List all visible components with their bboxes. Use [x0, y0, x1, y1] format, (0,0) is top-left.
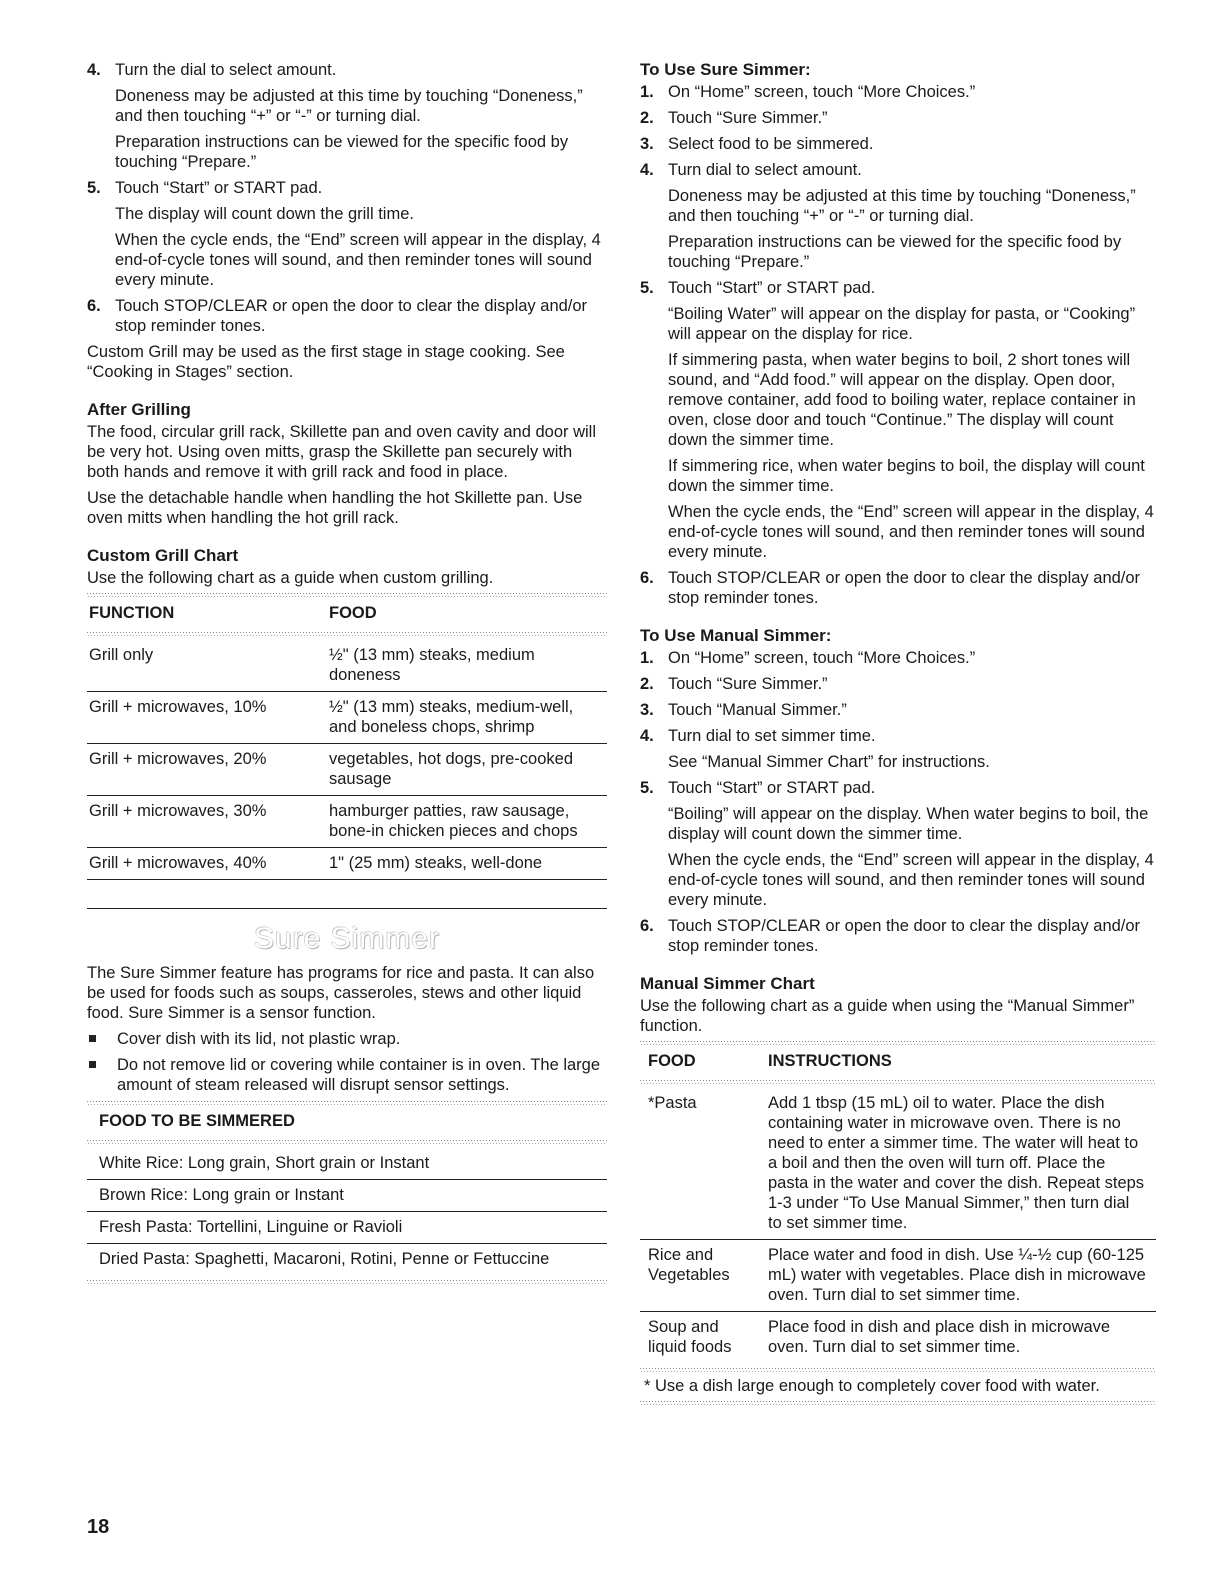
food-cell: Brown Rice: Long grain or Instant: [87, 1180, 607, 1212]
table-row: [640, 1240, 1156, 1312]
step-item: [87, 60, 607, 172]
col-food-to-be-simmered: FOOD TO BE SIMMERED: [99, 1112, 295, 1130]
function-cell: Grill + microwaves, 30%: [87, 796, 329, 848]
food-cell: ½" (13 mm) steaks, medium-well, and boneless chops, shrimp: [329, 692, 607, 744]
step-text: Turn the dial to select amount.: [115, 61, 337, 79]
step-text: Turn dial to select amount.: [668, 161, 862, 179]
food-cell: *Pasta: [640, 1088, 768, 1240]
step-item: [640, 134, 1156, 154]
dotted-rule: [87, 1101, 607, 1106]
after-grilling-heading: After Grilling: [87, 400, 191, 419]
step-text: Turn dial to set simmer time.: [668, 727, 876, 745]
step-detail: Preparation instructions can be viewed for the specific food by touching “Prepare.”: [668, 233, 1122, 271]
manual-simmer-chart-heading: Manual Simmer Chart: [640, 974, 815, 993]
step-text: On “Home” screen, touch “More Choices.”: [668, 649, 976, 667]
dotted-rule: [87, 1280, 607, 1285]
section-divider: [87, 908, 607, 909]
step-detail: Doneness may be adjusted at this time by touching “Doneness,” and then touching “+” or “-” or turning dial.: [115, 87, 583, 125]
step-number: 1.: [640, 83, 654, 101]
step-detail: When the cycle ends, the “End” screen will appear in the display, 4 end-of-cycle tones will sound, and then reminder tones will sound every minute.: [668, 851, 1154, 909]
table-row: [87, 640, 607, 692]
step-number: 3.: [640, 135, 654, 153]
food-cell: Soup and liquid foods: [648, 1318, 732, 1356]
step-detail: Doneness may be adjusted at this time by touching “Doneness,” and then touching “+” or “-” or turning dial.: [668, 187, 1136, 225]
table-row: [640, 1088, 1156, 1240]
food-cell: Dried Pasta: Spaghetti, Macaroni, Rotini, Penne or Fettuccine: [99, 1250, 550, 1268]
table-row: [87, 692, 607, 744]
step-text: Touch STOP/CLEAR or open the door to clear the display and/or stop reminder tones.: [668, 569, 1141, 607]
step-number: 4.: [640, 161, 654, 179]
instructions-cell: Add 1 tbsp (15 mL) oil to water. Place the dish containing water in microwave oven. There is no need to enter a simmer time. The water will heat to a boil and then the oven will turn off. Place the pasta in the water and cover the dish. Repeat steps 1-3 under “To Use Manual Simmer,” then turn dial to set simmer time.: [768, 1088, 1156, 1240]
step-item: [640, 778, 1156, 910]
use-sure-simmer-heading: To Use Sure Simmer:: [640, 60, 811, 79]
col-function: FUNCTION: [89, 604, 175, 622]
step-text: Touch “Sure Simmer.”: [668, 675, 828, 693]
step-detail: “Boiling” will appear on the display. When water begins to boil, the display will count down the simmer time.: [668, 805, 1149, 843]
instructions-cell: Place food in dish and place dish in microwave oven. Turn dial to set simmer time.: [768, 1318, 1111, 1356]
step-number: 4.: [640, 727, 654, 745]
dotted-rule: [87, 1140, 607, 1145]
food-cell: vegetables, hot dogs, pre-cooked sausage: [329, 744, 607, 796]
grill-steps: [87, 60, 607, 336]
food-cell: Fresh Pasta: Tortellini, Linguine or Ravioli: [87, 1212, 607, 1244]
custom-grill-note: Custom Grill may be used as the first stage in stage cooking. See “Cooking in Stages” section.: [87, 343, 565, 381]
food-cell: hamburger patties, raw sausage, bone-in chicken pieces and chops: [329, 796, 607, 848]
dotted-rule: [87, 593, 607, 598]
table-row: [87, 1244, 607, 1276]
table-row: [87, 848, 607, 880]
step-detail: If simmering pasta, when water begins to boil, 2 short tones will sound, and “Add food.” will appear on the display. Open door, remove container, add food to boiling water, replace container in oven, close door and touch “Continue.” The display will count down the simmer time.: [668, 351, 1136, 449]
sure-simmer-title: Sure Simmer: [253, 922, 441, 955]
step-item: [640, 674, 1156, 694]
step-item: [640, 700, 1156, 720]
step-detail: “Boiling Water” will appear on the display for pasta, or “Cooking” will appear on the display for rice.: [668, 305, 1136, 343]
table-row: [87, 1148, 607, 1180]
step-detail: The display will count down the grill time.: [115, 205, 414, 223]
table-row: [87, 796, 607, 848]
step-number: 6.: [640, 569, 654, 587]
col-instructions: INSTRUCTIONS: [768, 1052, 892, 1070]
step-item: [640, 82, 1156, 102]
col-food: FOOD: [329, 604, 377, 622]
food-cell: ½" (13 mm) steaks, medium doneness: [329, 640, 607, 692]
step-text: Touch “Manual Simmer.”: [668, 701, 847, 719]
col-food: FOOD: [648, 1052, 696, 1070]
manual-simmer-chart-intro: Use the following chart as a guide when using the “Manual Simmer” function.: [640, 997, 1135, 1035]
bullet-square-icon: [89, 1035, 96, 1042]
step-detail: When the cycle ends, the “End” screen will appear in the display, 4 end-of-cycle tones will sound, and then reminder tones will sound every minute.: [115, 231, 601, 289]
step-number: 6.: [640, 917, 654, 935]
step-item: [87, 178, 607, 290]
step-number: 2.: [640, 109, 654, 127]
step-text: Touch STOP/CLEAR or open the door to clear the display and/or stop reminder tones.: [668, 917, 1141, 955]
step-number: 6.: [87, 297, 101, 315]
food-cell: Rice and Vegetables: [640, 1240, 768, 1312]
sure-simmer-steps: [640, 82, 1156, 608]
step-item: [640, 160, 1156, 272]
dotted-rule: [640, 1401, 1156, 1406]
step-item: [640, 108, 1156, 128]
step-item: [640, 568, 1156, 608]
use-manual-simmer-heading: To Use Manual Simmer:: [640, 626, 832, 645]
left-column: [87, 60, 607, 1288]
bullet-item: [87, 1029, 607, 1049]
function-cell: Grill only: [87, 640, 329, 692]
step-text: Touch “Start” or START pad.: [668, 279, 876, 297]
bullet-text: Do not remove lid or covering while container is in oven. The large amount of steam released will disrupt sensor settings.: [117, 1056, 601, 1094]
step-detail: See “Manual Simmer Chart” for instructions.: [668, 753, 990, 771]
step-number: 1.: [640, 649, 654, 667]
custom-grill-table: [87, 601, 607, 880]
step-text: On “Home” screen, touch “More Choices.”: [668, 83, 976, 101]
sure-simmer-bullets: [87, 1029, 607, 1095]
custom-grill-chart-intro: Use the following chart as a guide when custom grilling.: [87, 569, 494, 587]
step-detail: If simmering rice, when water begins to boil, the display will count down the simmer time.: [668, 457, 1145, 495]
table-row: [87, 744, 607, 796]
step-text: Touch STOP/CLEAR or open the door to clear the display and/or stop reminder tones.: [115, 297, 588, 335]
instructions-cell: Place water and food in dish. Use ¼-½ cup (60-125 mL) water with vegetables. Place dish in microwave oven. Turn dial to set simmer time.: [768, 1240, 1156, 1312]
step-number: 3.: [640, 701, 654, 719]
step-item: [640, 648, 1156, 668]
manual-simmer-table: [640, 1049, 1156, 1363]
after-grilling-p1: The food, circular grill rack, Skillette pan and oven cavity and door will be very hot. Using oven mitts, grasp the Skillette pan securely with both hands and remove it with grill rack and food in place.: [87, 423, 596, 481]
step-number: 4.: [87, 61, 101, 79]
dotted-rule: [640, 1080, 1156, 1085]
page-number: 18: [87, 1516, 110, 1538]
bullet-text: Cover dish with its lid, not plastic wrap.: [117, 1030, 401, 1048]
after-grilling-p2: Use the detachable handle when handling the hot Skillette pan. Use oven mitts when handling the hot grill rack.: [87, 489, 583, 527]
step-detail: When the cycle ends, the “End” screen will appear in the display, 4 end-of-cycle tones will sound, and then reminder tones will sound every minute.: [668, 503, 1154, 561]
food-cell: White Rice: Long grain, Short grain or Instant: [87, 1148, 607, 1180]
step-text: Select food to be simmered.: [668, 135, 874, 153]
step-item: [640, 278, 1156, 562]
step-number: 2.: [640, 675, 654, 693]
step-text: Touch “Start” or START pad.: [668, 779, 876, 797]
sure-simmer-intro: The Sure Simmer feature has programs for rice and pasta. It can also be used for foods such as soups, casseroles, stews and other liquid food. Sure Simmer is a sensor function.: [87, 964, 595, 1022]
step-detail: Preparation instructions can be viewed for the specific food by touching “Prepare.”: [115, 133, 569, 171]
step-item: [640, 916, 1156, 956]
right-column: [640, 60, 1156, 1409]
table-row: [640, 1312, 1156, 1364]
food-to-be-simmered-table: [87, 1109, 607, 1275]
step-number: 5.: [640, 279, 654, 297]
table-row: [87, 1212, 607, 1244]
manual-simmer-steps: [640, 648, 1156, 956]
manual-simmer-footnote: * Use a dish large enough to completely cover food with water.: [644, 1377, 1100, 1395]
step-text: Touch “Sure Simmer.”: [668, 109, 828, 127]
food-cell: 1" (25 mm) steaks, well-done: [329, 848, 607, 880]
step-number: 5.: [87, 179, 101, 197]
step-text: Touch “Start” or START pad.: [115, 179, 323, 197]
function-cell: Grill + microwaves, 40%: [87, 848, 329, 880]
step-item: [640, 726, 1156, 772]
custom-grill-chart-heading: Custom Grill Chart: [87, 546, 239, 565]
step-item: [87, 296, 607, 336]
bullet-item: [87, 1055, 607, 1095]
function-cell: Grill + microwaves, 10%: [87, 692, 329, 744]
function-cell: Grill + microwaves, 20%: [87, 744, 329, 796]
dotted-rule: [640, 1368, 1156, 1373]
dotted-rule: [87, 632, 607, 637]
bullet-square-icon: [89, 1061, 96, 1068]
table-row: [87, 1180, 607, 1212]
step-number: 5.: [640, 779, 654, 797]
dotted-rule: [640, 1041, 1156, 1046]
